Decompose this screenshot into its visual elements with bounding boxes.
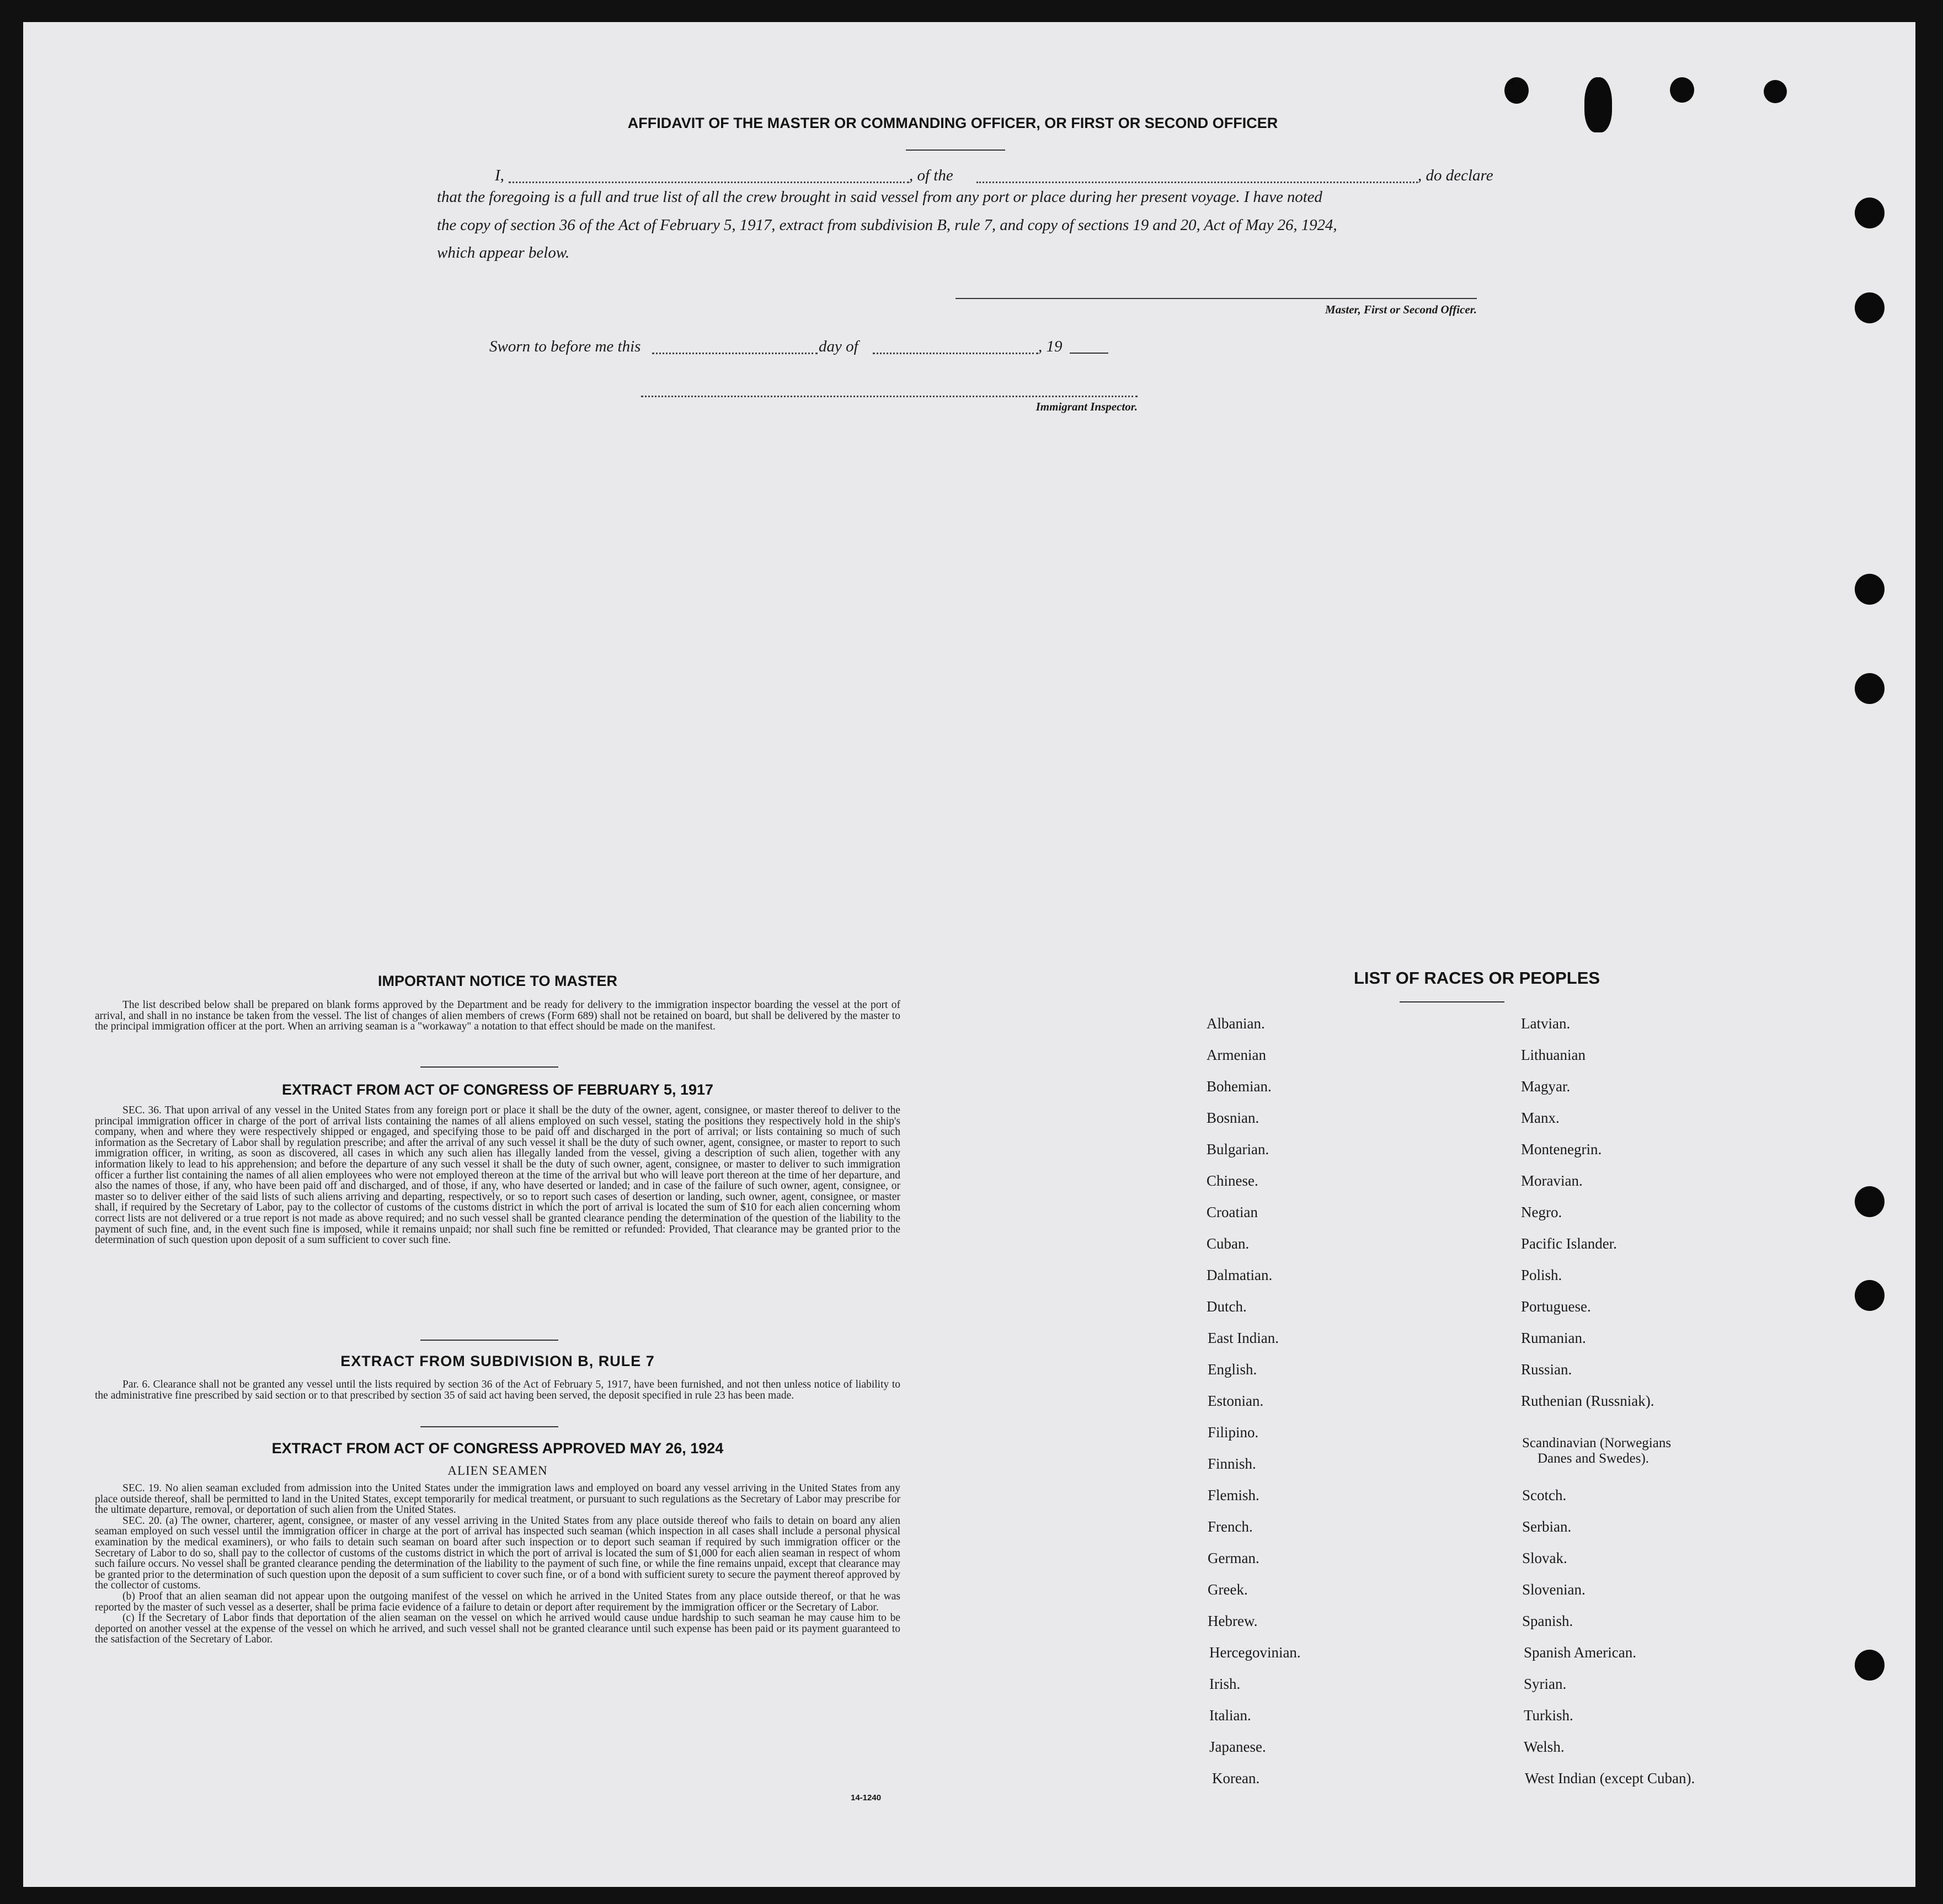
sworn-day-field[interactable] bbox=[652, 353, 818, 354]
race-item: Scandinavian (Norwegians bbox=[1522, 1436, 1672, 1450]
race-item: Ruthenian (Russniak). bbox=[1521, 1393, 1654, 1409]
race-item: Filipino. bbox=[1208, 1424, 1259, 1441]
race-item: Hercegovinian. bbox=[1209, 1644, 1301, 1661]
race-item: Latvian. bbox=[1521, 1015, 1571, 1032]
race-item: Manx. bbox=[1521, 1110, 1560, 1126]
extract-rule7-body bbox=[95, 1379, 900, 1401]
punch-hole bbox=[1670, 77, 1694, 103]
extract-1924-body bbox=[95, 1483, 900, 1645]
race-item: Lithuanian bbox=[1521, 1047, 1586, 1063]
section-36-paragraph: SEC. 36. That upon arrival of any vessel in the United States from any foreign port or place it shall be the duty of the owner, agent, consignee, or master thereof to deliver to the principal immigration officer in charge of the port of arrival lists containing the names of all aliens employed on such vessel, stating the positions they respectively hold in the ship's company, when and where they were respectively shipped or engaged, and specifying those to be paid off and discharged in the port of arrival; or lists containing so much of such information as the Secretary of Labor shall by regulation prescribe; and after the arrival of any such vessel it shall be the duty of such owner, agent, consignee, or master to report to such immigration officer, in writing, as soon as discovered, all cases in which any such alien has illegally landed from the vessel, giving a description of such alien, together with any information likely to lead to his apprehension; and before the departure of any such vessel it shall be the duty of such owner, agent, consignee, or master to deliver to such immigration officer a further list containing the names of all alien employees who were not employed thereon at the time of the arrival but who will leave port thereon at the time of her departure, and also the names of those, if any, who have been paid off and discharged, and of those, if any, who have deserted or landed; and in case of the failure of such owner, agent, consignee, or master so to deliver either of the said lists of such aliens arriving and departing, respectively, or so to report such cases of desertion or landing, such owner, agent, consignee, or master shall, if required by the Secretary of Labor, pay to the collector of customs of the customs district in which the port of arrival is located the sum of $10 for each alien concerning whom correct lists are not delivered or a true report is not made as above required; and no such vessel shall be granted clearance pending the determination of the question of the liability to the payment of such fine, and, in the event such fine is imposed, while it remains unpaid; nor shall such fine be remitted or refunded: Provided, That clearance may be granted prior to the determination of such question upon deposit of a sum sufficient to cover such fine. bbox=[95, 1105, 900, 1246]
punch-hole bbox=[1584, 77, 1612, 132]
race-item-continuation: Danes and Swedes). bbox=[1538, 1451, 1650, 1466]
race-item: Japanese. bbox=[1209, 1738, 1266, 1755]
punch-hole bbox=[1504, 77, 1529, 104]
race-item: Rumanian. bbox=[1521, 1330, 1586, 1346]
section-20b-paragraph: (b) Proof that an alien seaman did not appear upon the outgoing manifest of the vessel on which he arrived in the United States from any place outside thereof, or that he was reported by the master of such vessel as a deserter, shall be prima facie evidence of a failure to detain or deport after requirement by the immigration officer or the Secretary of Labor. bbox=[95, 1590, 900, 1613]
notice-body bbox=[95, 1000, 900, 1032]
inspector-signature-line[interactable] bbox=[641, 396, 1138, 397]
section-20c-paragraph: (c) If the Secretary of Labor finds that deportation of the alien seaman on the vessel on which he arrived would cause undue hardship to such seaman he may cause him to be deported on another vessel at the expense of the vessel on which he arrived, and such vessel shall not be granted clearance until such expense has been paid or its payment guaranteed to the satisfaction of the Secretary of Labor. bbox=[95, 1612, 900, 1646]
race-item: West Indian (except Cuban). bbox=[1525, 1770, 1695, 1786]
race-item: Negro. bbox=[1521, 1204, 1562, 1220]
alien-seamen-subtitle: ALIEN SEAMEN bbox=[447, 1464, 548, 1478]
title-divider bbox=[906, 150, 1005, 151]
punch-hole bbox=[1855, 1186, 1885, 1217]
races-title: LIST OF RACES OR PEOPLES bbox=[1353, 968, 1600, 988]
race-item: Turkish. bbox=[1524, 1707, 1573, 1724]
race-item: Armenian bbox=[1207, 1047, 1266, 1063]
race-item: Chinese. bbox=[1207, 1172, 1258, 1189]
master-signature-line[interactable] bbox=[956, 298, 1477, 299]
sworn-year: , 19 bbox=[1038, 338, 1063, 355]
punch-hole bbox=[1855, 292, 1885, 323]
vessel-name-field[interactable] bbox=[976, 182, 1418, 183]
race-item: Irish. bbox=[1209, 1676, 1241, 1692]
race-item: Magyar. bbox=[1521, 1078, 1571, 1095]
race-item: Cuban. bbox=[1207, 1235, 1250, 1252]
race-item: East Indian. bbox=[1208, 1330, 1279, 1346]
race-item: Pacific Islander. bbox=[1521, 1235, 1617, 1252]
race-item: Greek. bbox=[1208, 1581, 1248, 1598]
race-item: Croatian bbox=[1207, 1204, 1258, 1220]
affidavit-title: AFFIDAVIT OF THE MASTER OR COMMANDING OFFICER, OR FIRST OR SECOND OFFICER bbox=[627, 115, 1278, 131]
race-item: Russian. bbox=[1521, 1361, 1572, 1378]
race-item: Serbian. bbox=[1522, 1518, 1572, 1535]
race-item: French. bbox=[1208, 1518, 1253, 1535]
sworn-day-of: day of bbox=[819, 338, 858, 355]
punch-hole bbox=[1855, 574, 1885, 605]
master-name-field[interactable] bbox=[509, 182, 909, 183]
race-item: Estonian. bbox=[1208, 1393, 1264, 1409]
sworn-prefix: Sworn to before me this bbox=[489, 338, 641, 355]
race-item: German. bbox=[1208, 1550, 1259, 1566]
sworn-year-field[interactable] bbox=[1070, 353, 1108, 354]
notice-divider bbox=[420, 1066, 558, 1068]
race-item: Flemish. bbox=[1208, 1487, 1259, 1503]
affidavit-line-2: that the foregoing is a full and true list of all the crew brought in said vessel from any port or place during her present voyage. I have noted bbox=[437, 188, 1322, 206]
race-item: Syrian. bbox=[1524, 1676, 1567, 1692]
race-item: Italian. bbox=[1209, 1707, 1251, 1724]
extract-rule7-title: EXTRACT FROM SUBDIVISION B, RULE 7 bbox=[340, 1353, 655, 1369]
race-item: Korean. bbox=[1212, 1770, 1260, 1786]
race-item: Spanish American. bbox=[1524, 1644, 1636, 1661]
extract-1924-title: EXTRACT FROM ACT OF CONGRESS APPROVED MAY 26, 1924 bbox=[271, 1440, 724, 1457]
affidavit-i: I, bbox=[495, 167, 504, 184]
extract-1917-divider bbox=[420, 1340, 558, 1341]
punch-hole bbox=[1855, 1280, 1885, 1311]
race-item: Bulgarian. bbox=[1207, 1141, 1269, 1158]
affidavit-line-3: the copy of section 36 of the Act of February 5, 1917, extract from subdivision B, rule 7, and copy of sections 19 and 20, Act of May 26, 1924, bbox=[437, 216, 1337, 234]
race-item: Moravian. bbox=[1521, 1172, 1583, 1189]
section-19-paragraph: SEC. 19. No alien seaman excluded from admission into the United States under the immigration laws and employed on board any vessel arriving in the United States from any place outside thereof, shall be permitted to land in the United States, except temporarily for medical treatment, or pursuant to such regulations as the Secretary of Labor may prescribe for the ultimate departure, removal, or deportation of such alien from the United States. bbox=[95, 1482, 900, 1516]
sworn-month-field[interactable] bbox=[873, 353, 1038, 354]
races-divider bbox=[1400, 1001, 1504, 1002]
race-item: Bosnian. bbox=[1207, 1110, 1259, 1126]
race-item: Portuguese. bbox=[1521, 1298, 1591, 1315]
race-item: Polish. bbox=[1521, 1267, 1562, 1283]
race-item: Montenegrin. bbox=[1521, 1141, 1602, 1158]
notice-paragraph: The list described below shall be prepared on blank forms approved by the Department and be ready for delivery to the immigration inspector boarding the vessel at the port of arrival, and shall in no instance be taken from the vessel. The list of changes of alien members of crews (Form 689) shall not be retained on board, but shall be delivered by the master to the principal immigration officer at the port. When an arriving seaman is a "workaway" a notation to that effect should be made on the manifest. bbox=[95, 999, 900, 1033]
race-item: Slovak. bbox=[1522, 1550, 1567, 1566]
notice-title: IMPORTANT NOTICE TO MASTER bbox=[378, 973, 617, 989]
race-item: Bohemian. bbox=[1207, 1078, 1272, 1095]
race-item: Dalmatian. bbox=[1207, 1267, 1273, 1283]
race-item: Albanian. bbox=[1207, 1015, 1265, 1032]
race-item: Welsh. bbox=[1524, 1738, 1565, 1755]
document-page bbox=[23, 22, 1915, 1887]
form-number: 14-1240 bbox=[851, 1793, 882, 1802]
section-20a-paragraph: SEC. 20. (a) The owner, charterer, agent, consignee, or master of any vessel arriving in the United States from any place outside thereof who fails to detain on board any alien seaman employed on such vessel until the immigration officer in charge at the port of arrival has inspected such seaman (which inspection in all cases shall include a personal physical examination by the medical examiners), or who fails to detain such seaman on board after such inspection or to deport such seaman if required by such immigration officer or the Secretary of Labor to do so, shall pay to the collector of customs of the customs district in which the port of arrival is located the sum of $1,000 for each alien seaman in respect of whom such failure occurs. No vessel shall be granted clearance pending the determination of the liability to the payment of such fine, or while the fine remains unpaid, except that clearance may be granted prior to the determination of such question upon the deposit of a sum sufficient to cover such fine, or of a bond with sufficient surety to secure the payment thereof approved by the collector of customs. bbox=[95, 1514, 900, 1592]
affidavit-of-the: , of the bbox=[909, 167, 953, 184]
punch-hole bbox=[1855, 673, 1885, 704]
extract-rule7-divider bbox=[420, 1426, 558, 1427]
race-item: Spanish. bbox=[1522, 1613, 1573, 1629]
race-item: Scotch. bbox=[1522, 1487, 1567, 1503]
affidavit-declare: , do declare bbox=[1418, 167, 1493, 184]
race-item: Finnish. bbox=[1208, 1455, 1256, 1472]
race-item: Slovenian. bbox=[1522, 1581, 1586, 1598]
race-item: Dutch. bbox=[1207, 1298, 1247, 1315]
punch-hole bbox=[1855, 1650, 1885, 1681]
punch-hole bbox=[1855, 198, 1885, 228]
paragraph-6: Par. 6. Clearance shall not be granted any vessel until the lists required by section 36 of the Act of February 5, 1917, have been furnished, and not then unless notice of liability to the administrative fine prescribed by said section or to that prescribed by section 35 of said act having been served, the deposit specified in rule 23 has been made. bbox=[95, 1379, 900, 1401]
extract-1917-body bbox=[95, 1105, 900, 1246]
extract-1917-title: EXTRACT FROM ACT OF CONGRESS OF FEBRUARY 5, 1917 bbox=[281, 1081, 714, 1098]
inspector-caption: Immigrant Inspector. bbox=[1035, 400, 1138, 413]
punch-hole bbox=[1764, 80, 1787, 103]
race-item: English. bbox=[1208, 1361, 1257, 1378]
race-item: Hebrew. bbox=[1208, 1613, 1258, 1629]
master-signature-caption: Master, First or Second Officer. bbox=[1325, 303, 1477, 316]
affidavit-line-4: which appear below. bbox=[437, 244, 570, 262]
